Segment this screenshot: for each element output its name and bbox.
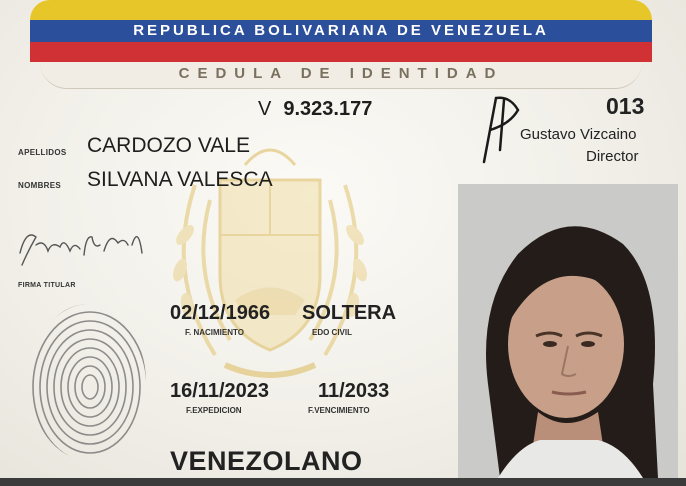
holder-signature bbox=[14, 215, 154, 275]
fingerprint-image bbox=[18, 292, 158, 462]
id-number-line bbox=[258, 98, 372, 121]
nationality-value: VENEZOLANO bbox=[170, 446, 363, 476]
flag-band-red bbox=[30, 42, 652, 62]
signature-label: FIRMA TITULAR bbox=[18, 282, 76, 289]
id-number: 9.323.177 bbox=[283, 98, 373, 120]
director-title: Director bbox=[586, 148, 639, 165]
expiry-date-label: F.VENCIMIENTO bbox=[308, 406, 370, 415]
civil-status-value: SOLTERA bbox=[302, 302, 397, 324]
expiry-date-value: 11/2033 bbox=[318, 380, 390, 402]
holder-photo bbox=[458, 184, 678, 478]
birth-date-label: F. NACIMIENTO bbox=[185, 328, 244, 337]
director-name: Gustavo Vizcaino bbox=[520, 126, 637, 143]
nombres-value: SILVANA VALESCA bbox=[87, 168, 273, 191]
civil-status-label: EDO CIVIL bbox=[312, 328, 353, 337]
apellidos-label: APELLIDOS bbox=[18, 148, 67, 157]
nombres-label: NOMBRES bbox=[18, 181, 61, 190]
coat-of-arms-emblem bbox=[135, 125, 405, 395]
country-title: REPUBLICA BOLIVARIANA DE VENEZUELA bbox=[133, 22, 549, 39]
flag-band-yellow bbox=[30, 0, 652, 20]
birth-date-value: 02/12/1966 bbox=[170, 302, 271, 324]
document-type-title: CEDULA DE IDENTIDAD bbox=[40, 62, 642, 89]
apellidos-value: CARDOZO VALE bbox=[87, 134, 250, 157]
issue-date-value: 16/11/2023 bbox=[170, 380, 269, 402]
flag-header bbox=[30, 0, 652, 88]
issuer-code: 013 bbox=[606, 93, 645, 119]
id-prefix: V bbox=[258, 98, 272, 120]
issue-date-label: F.EXPEDICION bbox=[186, 406, 242, 415]
